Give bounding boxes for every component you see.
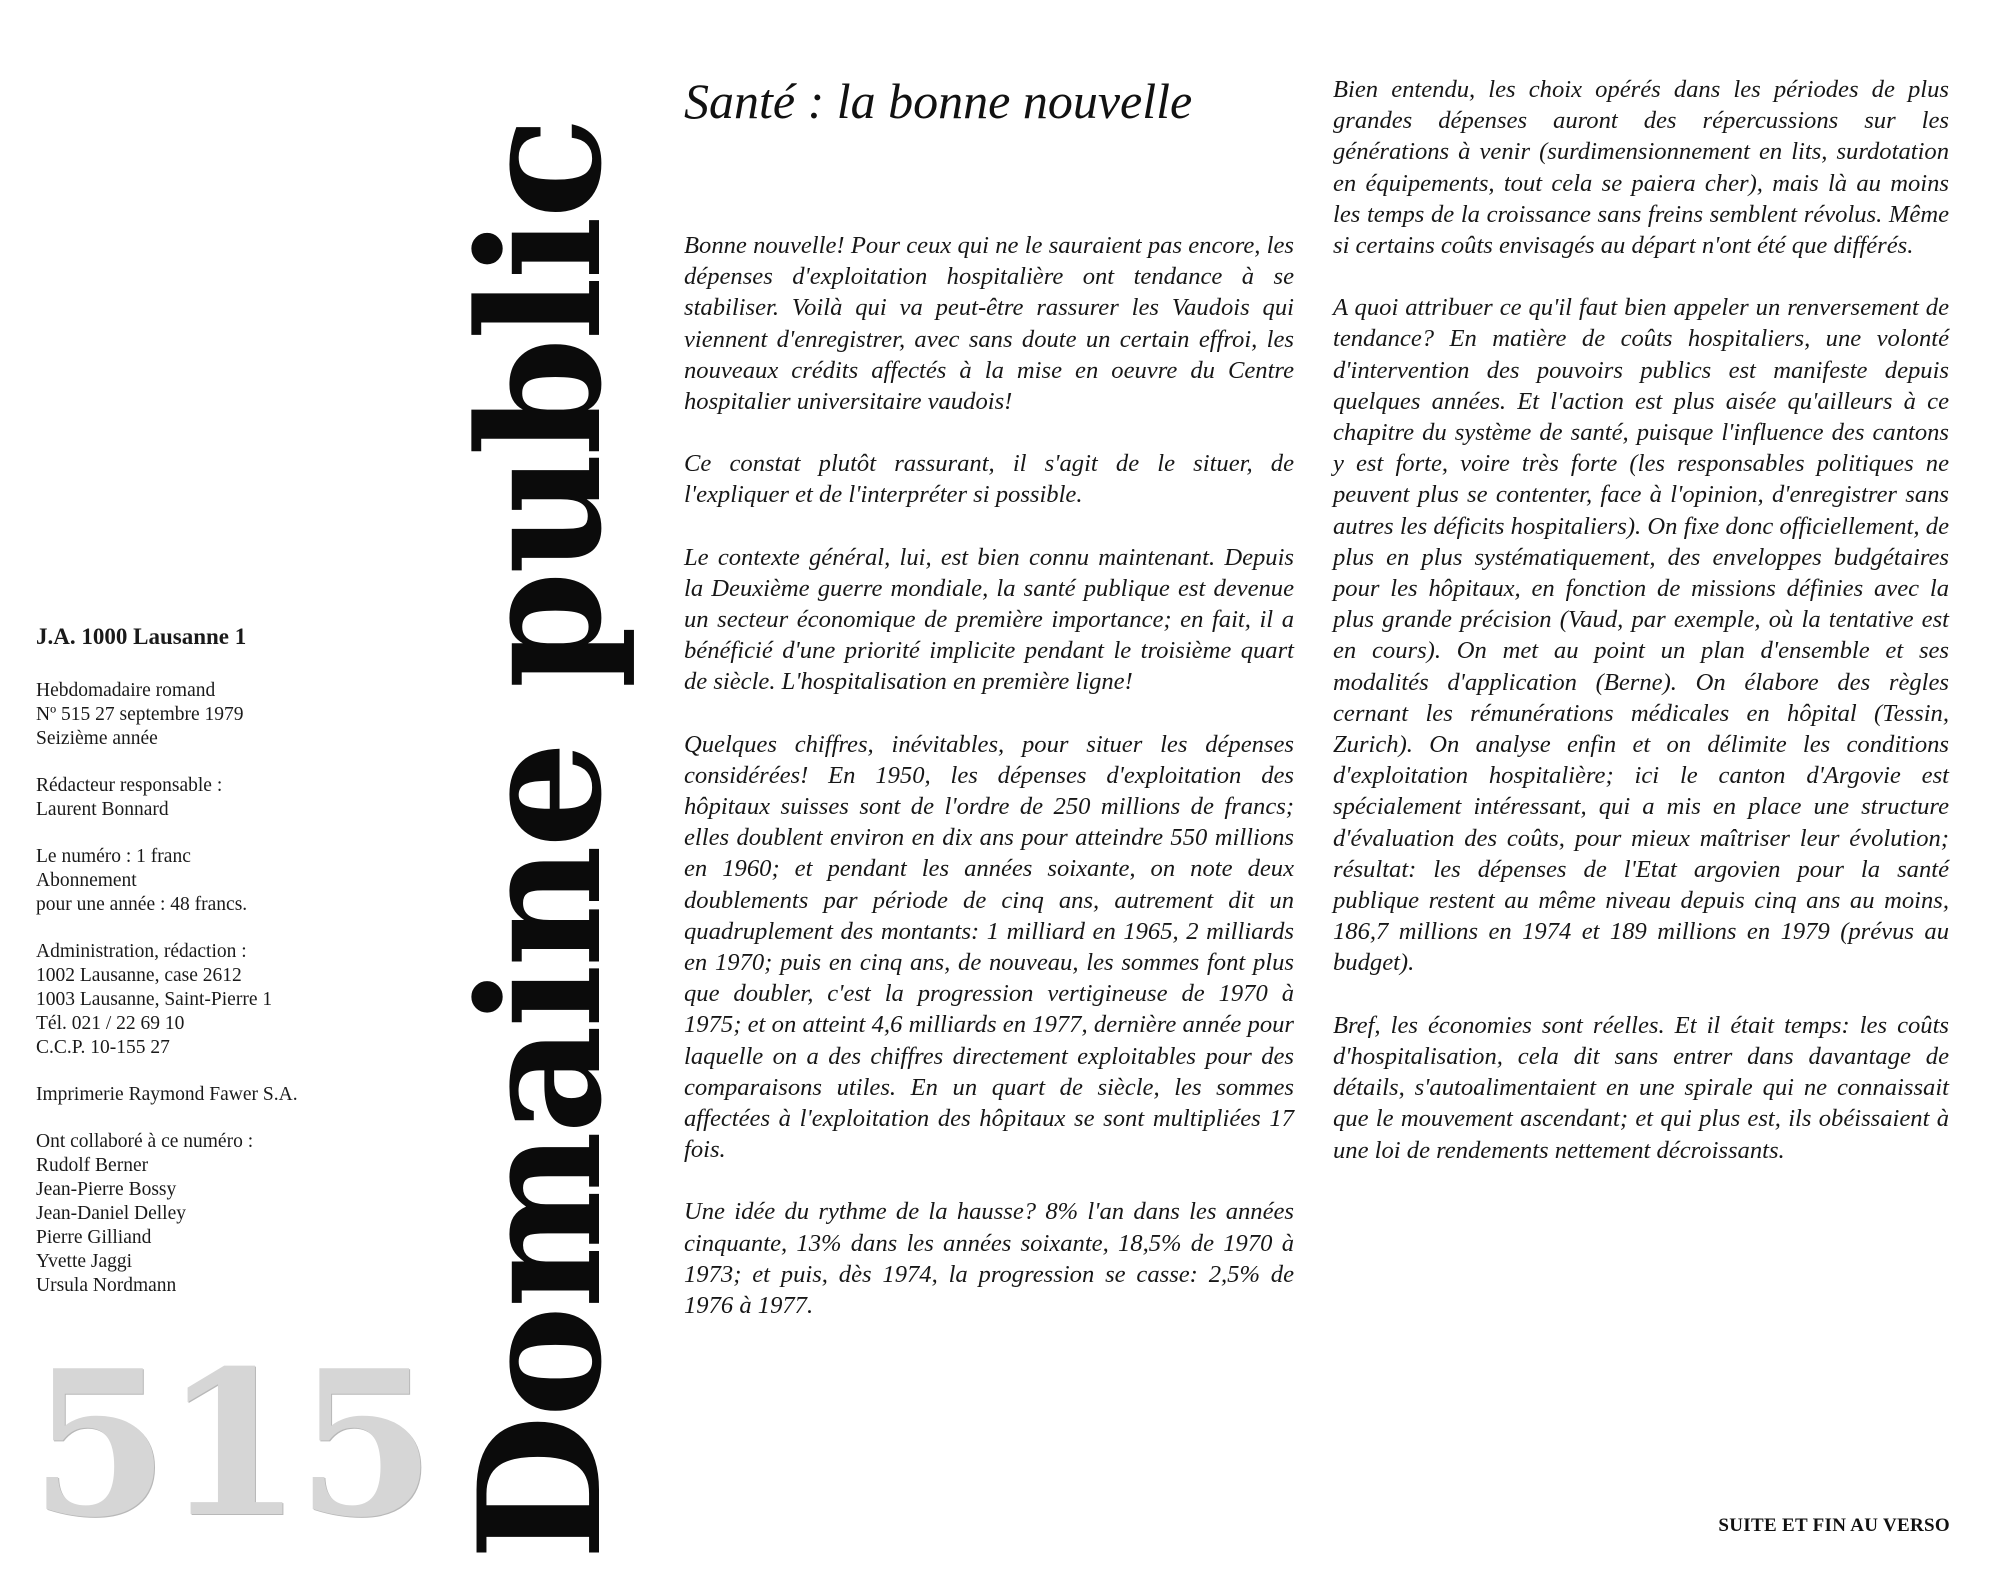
contributor-name: Ursula Nordmann <box>36 1275 177 1296</box>
continuation-note: SUITE ET FIN AU VERSO <box>1718 1515 1950 1536</box>
contributor-name: Rudolf Berner <box>36 1155 149 1176</box>
article-column-1 <box>684 230 1294 1352</box>
paragraph: Bonne nouvelle! Pour ceux qui ne le sauraient pas encore, les dépenses d'exploitation hospitalière ont tendance à se stabiliser. Voilà qui va peut-être rassurer les Vaudois qui viennent d'enregistrer, avec sans doute un certain effroi, les nouveaux crédits affectés à la mise en oeuvre du Centre hospitalier universitaire vaudois! <box>684 232 1294 416</box>
info-line: Tél. 021 / 22 69 10 <box>36 1013 185 1034</box>
paragraph: Bien entendu, les choix opérés dans les périodes de plus grandes dépenses auront des répercussions sur les générations à venir (surdimensionnement en lits, surdotation en équipements, tout cela se paiera cher), mais là au moins les temps de la croissance sans freins semblent révolus. Même si certains coûts envisagés au départ n'ont été que différés. <box>1333 76 1949 260</box>
info-block-administration <box>36 940 396 1060</box>
postal-mark: J.A. 1000 Lausanne 1 <box>36 624 247 649</box>
info-line: Seizième année <box>36 728 158 749</box>
paragraph: Quelques chiffres, inévitables, pour situer les dépenses considérées! En 1950, les dépenses d'exploitation des hôpitaux suisses sont de l'ordre de 250 millions de francs; elles doublent environ en dix ans pour atteindre 550 millions en 1960; et pendant les années soixante, on note deux doublements par période de cinq ans, autrement dit un quadruplement des montants: 1 milliard en 1965, 2 milliards en 1970; puis en cinq ans, de nouveau, les sommes font plus que doubler, c'est la progression vertigineuse de 1970 à 1975; et on atteint 4,6 milliards en 1977, dernière année pour laquelle on a des chiffres directement exploitables pour des comparaisons utiles. En un quart de siècle, les sommes affectées à l'exploitation des hôpitaux se sont multipliées 17 fois. <box>684 730 1294 1164</box>
info-line: pour une année : 48 francs. <box>36 894 248 915</box>
info-block-publication <box>36 679 396 751</box>
paragraph: Le contexte général, lui, est bien connu maintenant. Depuis la Deuxième guerre mondiale, la santé publique est devenue un secteur économique de première importance; en fait, il a bénéficié d'une priorité implicite pendant le troisième quart de siècle. L'hospitalisation en première ligne! <box>684 543 1294 696</box>
masthead-title: Domaine public <box>441 119 639 1561</box>
paragraph: A quoi attribuer ce qu'il faut bien appeler un renversement de tendance? En matière de coûts hospitaliers, une volonté d'intervention des pouvoirs publics est manifeste depuis quelques années. Et l'action est plus aisée qu'ailleurs à ce chapitre du système de santé, puisque l'influence des cantons y est forte, voire très forte (les responsables politiques ne peuvent plus se contenter, face à l'opinion, d'enregistrer sans autres les déficits hospitaliers). On fixe donc officiellement, de plus en plus systématiquement, des enveloppes budgétaires pour les hôpitaux, en fonction de missions définies avec la plus grande précision (Vaud, par exemple, où la tentative est en cours). On met au point un plan d'ensemble et ses modalités d'application (Berne). On élabore des règles cernant les rémunérations médicales en hôpital (Tessin, Zurich). On analyse enfin et on délimite les conditions d'exploitation hospitalière; ici le canton d'Argovie est spécialement intéressant, qui a mis en place une structure d'évaluation des coûts, pour mieux maîtriser leur évolution; résultat: les dépenses de l'Etat argovien pour la santé publique restent au même niveau depuis cinq ans au moins, 186,7 millions en 1974 et 189 millions en 1979 (prévus au budget). <box>1333 294 1949 977</box>
info-block-printer <box>36 1083 396 1107</box>
info-line: Ont collaboré à ce numéro : <box>36 1131 254 1152</box>
info-line: Hebdomadaire romand <box>36 680 216 701</box>
info-line: Abonnement <box>36 870 137 891</box>
info-line: Laurent Bonnard <box>36 799 169 820</box>
publication-info <box>36 625 396 1321</box>
contributor-name: Jean-Pierre Bossy <box>36 1179 177 1200</box>
info-line: C.C.P. 10-155 27 <box>36 1037 170 1058</box>
info-line: Nº 515 27 septembre 1979 <box>36 704 244 725</box>
article-headline: Santé : la bonne nouvelle <box>684 73 1193 129</box>
issue-number: 515 <box>30 1327 430 1562</box>
masthead <box>430 119 650 1561</box>
contributor-name: Yvette Jaggi <box>36 1251 133 1272</box>
contributor-name: Jean-Daniel Delley <box>36 1203 186 1224</box>
info-line: Rédacteur responsable : <box>36 775 223 796</box>
info-block-editor <box>36 774 396 822</box>
info-line: Administration, rédaction : <box>36 941 247 962</box>
info-line: 1003 Lausanne, Saint-Pierre 1 <box>36 989 273 1010</box>
article-column-2 <box>1333 74 1949 1197</box>
contributor-name: Pierre Gilliand <box>36 1227 152 1248</box>
info-line: Imprimerie Raymond Fawer S.A. <box>36 1084 298 1105</box>
paragraph: Une idée du rythme de la hausse? 8% l'an dans les années cinquante, 13% dans les années soixante, 18,5% de 1970 à 1973; et puis, dès 1974, la progression se casse: 2,5% de 1976 à 1977. <box>684 1198 1294 1320</box>
info-block-price <box>36 845 396 917</box>
info-block-contributors <box>36 1130 396 1298</box>
paragraph: Ce constat plutôt rassurant, il s'agit de le situer, de l'expliquer et de l'interpréter si possible. <box>684 450 1294 509</box>
paragraph: Bref, les économies sont réelles. Et il était temps: les coûts d'hospitalisation, cela dit sans entrer dans davantage de détails, s'autoalimentaient en une spirale qui ne connaissait que le mouvement ascendant; et qui plus est, ils obéissaient à une loi de rendements nettement décroissants. <box>1333 1011 1949 1164</box>
info-line: 1002 Lausanne, case 2612 <box>36 965 242 986</box>
info-line: Le numéro : 1 franc <box>36 846 191 867</box>
